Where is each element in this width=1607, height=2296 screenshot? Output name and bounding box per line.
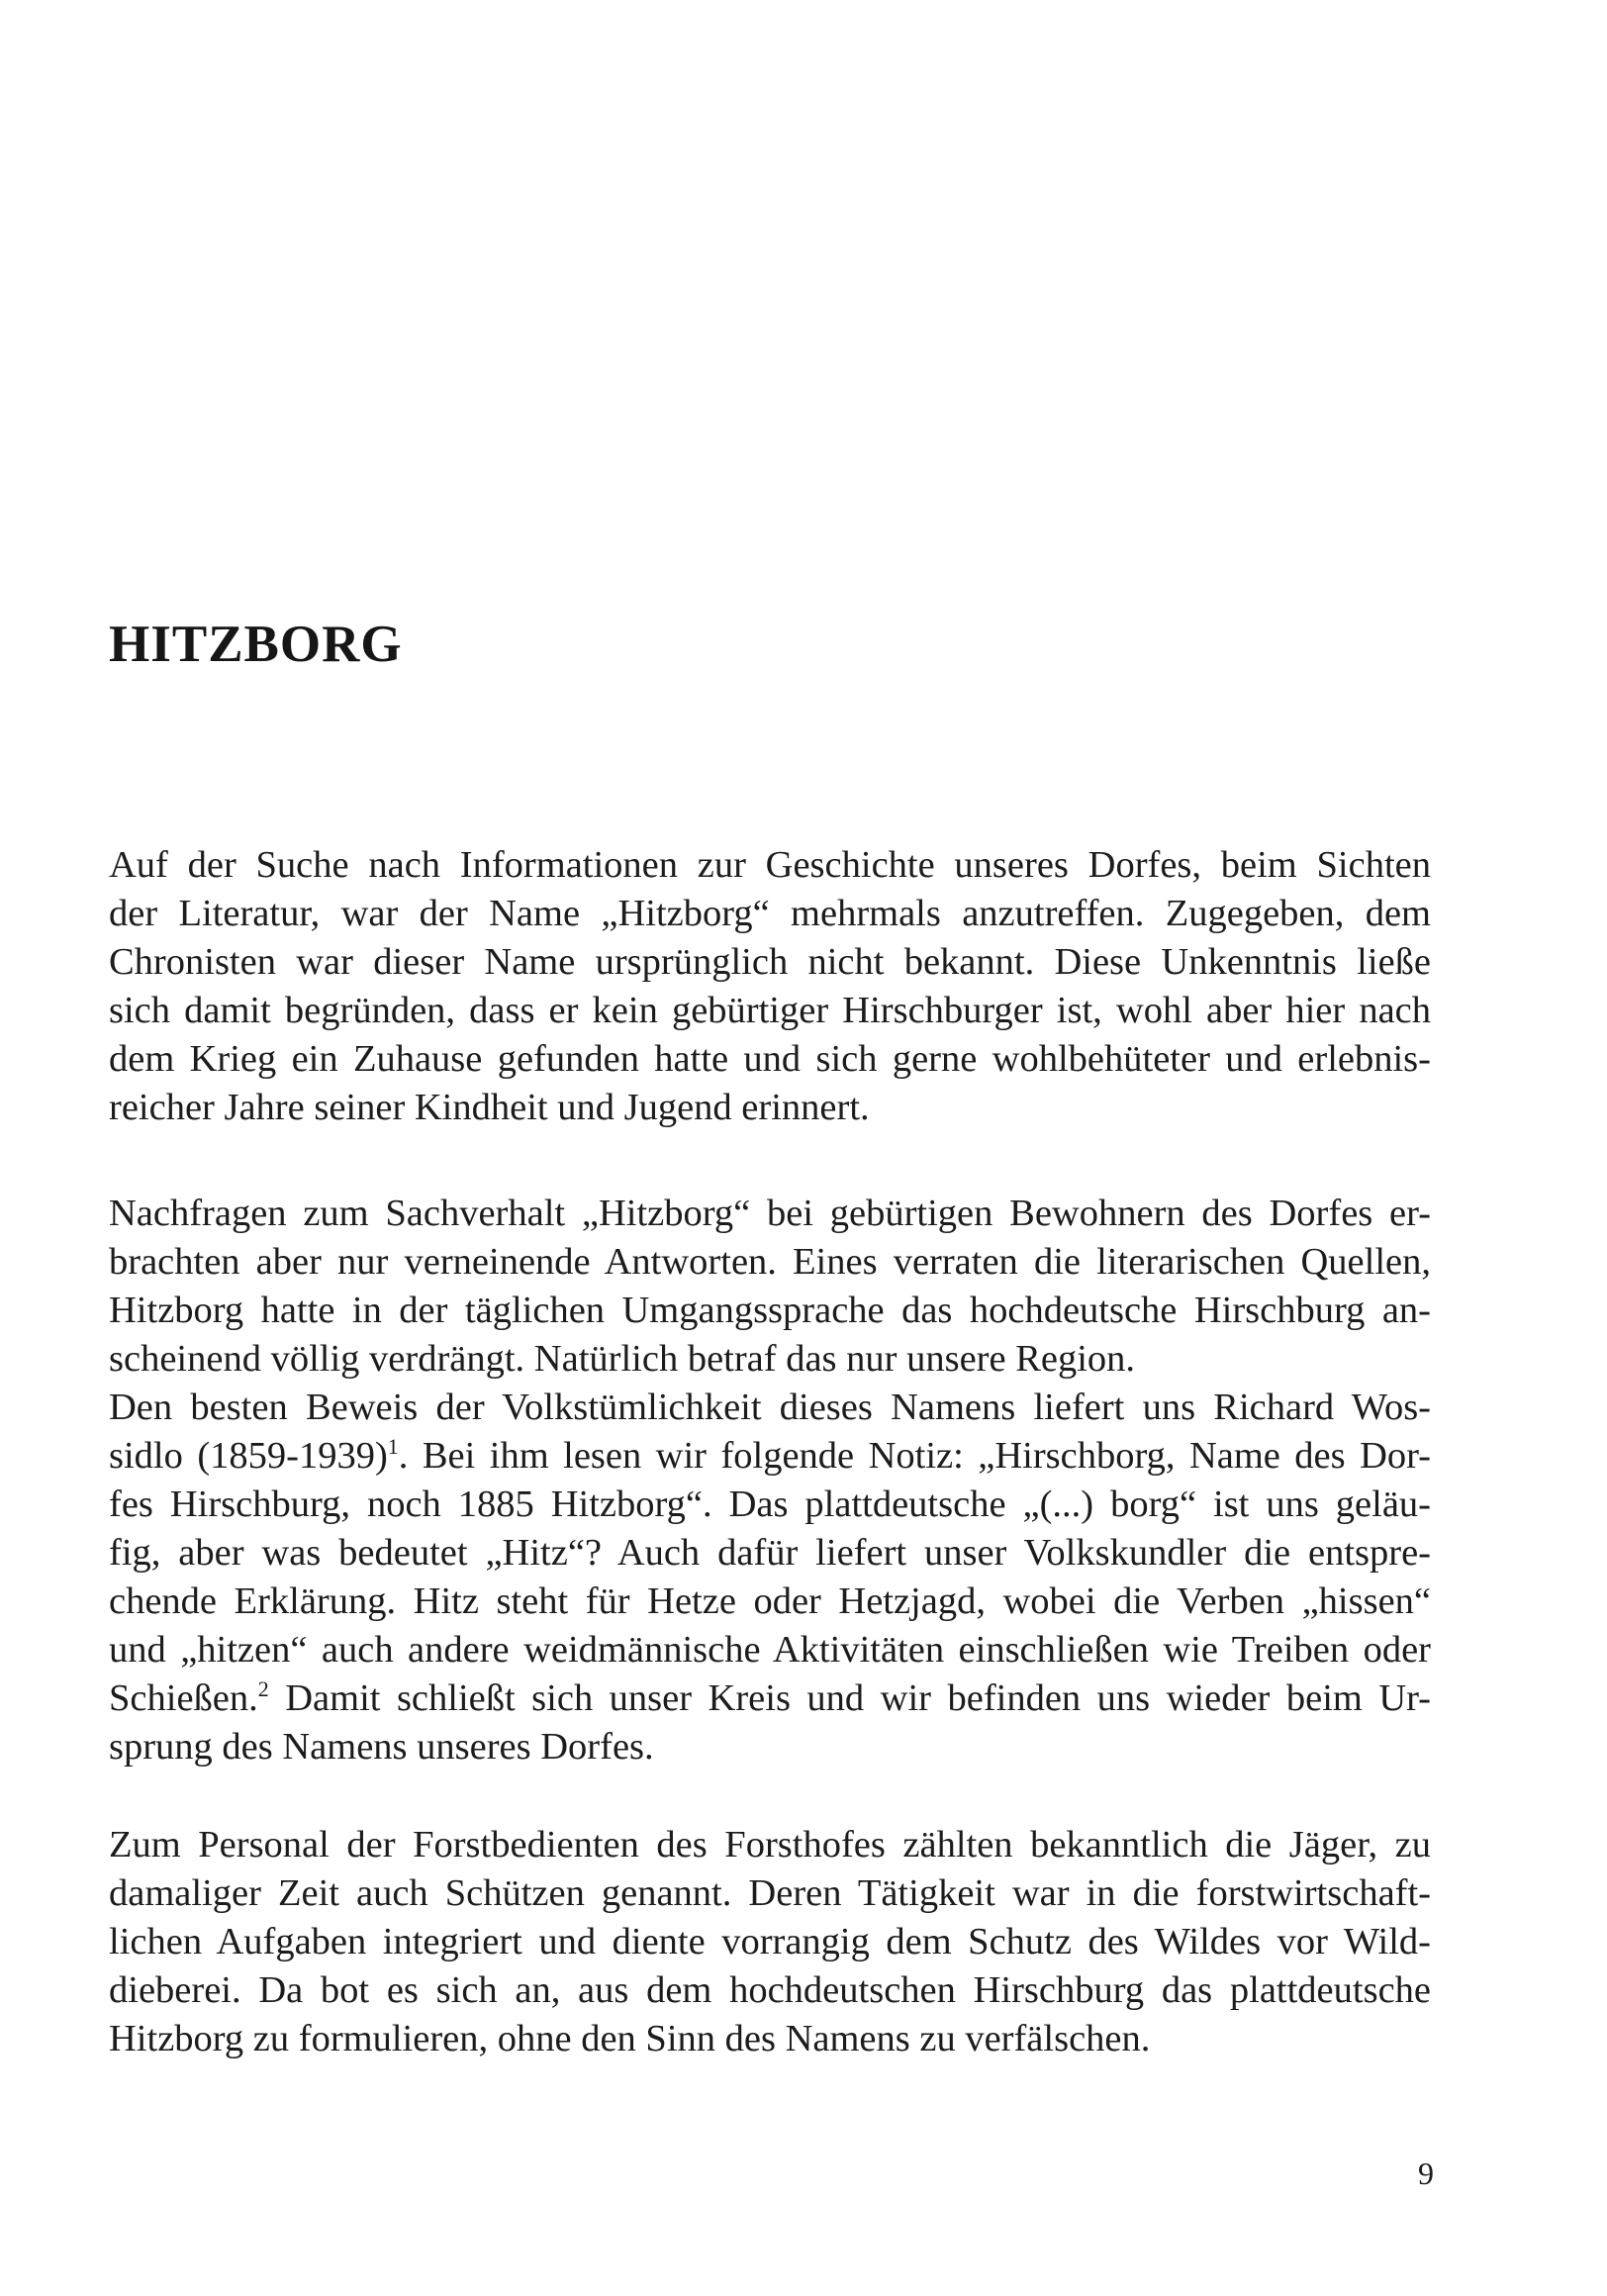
text-line: brachten aber nur verneinende Antworten. Eines verraten die literarischen Quellen, [109, 1241, 1431, 1283]
footnote-marker-1: 1 [387, 1434, 399, 1459]
text-line: Hitzborg hatte in der täglichen Umgangssprache das hochdeutsche Hirschburg an- [109, 1290, 1431, 1331]
text-line: damaliger Zeit auch Schützen genannt. Deren Tätigkeit war in die forstwirtschaft- [109, 1872, 1431, 1914]
text-line: fes Hirschburg, noch 1885 Hitzborg“. Das plattdeutsche „(...) borg“ ist uns geläu- [109, 1483, 1431, 1525]
text-line: dem Krieg ein Zuhause gefunden hatte und sich gerne wohlbehüteter und erlebnis- [109, 1038, 1431, 1080]
text-line: sprung des Namens unseres Dorfes. [109, 1726, 654, 1768]
footnote-marker-2: 2 [257, 1676, 269, 1701]
text-line: und „hitzen“ auch andere weidmännische Aktivitäten einschließen wie Treiben oder [109, 1629, 1431, 1671]
text-line: reicher Jahre seiner Kindheit und Jugend erinnert. [109, 1087, 870, 1128]
text-line: Nachfragen zum Sachverhalt „Hitzborg“ bei gebürtigen Bewohnern des Dorfes er- [109, 1193, 1431, 1234]
text-line [109, 1431, 1431, 1481]
text-line: der Literatur, war der Name „Hitzborg“ mehrmals anzutreffen. Zugegeben, dem [109, 893, 1431, 934]
text-line: Auf der Suche nach Informationen zur Geschichte unseres Dorfes, beim Sichten [109, 844, 1431, 886]
page-number: 9 [1418, 2155, 1434, 2191]
text-line: scheinend völlig verdrängt. Natürlich betraf das nur unsere Region. [109, 1338, 1136, 1380]
text-line: dieberei. Da bot es sich an, aus dem hochdeutschen Hirschburg das plattdeutsche [109, 1969, 1431, 2011]
text-segment: Damit schließt sich unser Kreis und wir befinden uns wieder beim Ur- [268, 1677, 1431, 1719]
text-line: Hitzborg zu formulieren, ohne den Sinn des Namens zu verfälschen. [109, 2018, 1151, 2059]
text-line: lichen Aufgaben integriert und diente vorrangig dem Schutz des Wildes vor Wild- [109, 1921, 1431, 1962]
text-line: chende Erklärung. Hitz steht für Hetze oder Hetzjagd, wobei die Verben „hissen“ [109, 1580, 1431, 1622]
text-segment: sidlo (1859-1939) [109, 1435, 388, 1477]
text-line [109, 1674, 1431, 1723]
page-title: HITZBORG [109, 615, 403, 673]
text-segment: Schießen. [109, 1677, 258, 1719]
text-line: Den besten Beweis der Volkstümlichkeit dieses Namens liefert uns Richard Wos- [109, 1387, 1431, 1428]
text-segment: . Bei ihm lesen wir folgende Notiz: „Hirschborg, Name des Dor- [398, 1435, 1432, 1477]
text-line: Zum Personal der Forstbedienten des Forsthofes zählten bekanntlich die Jäger, zu [109, 1824, 1431, 1866]
text-line: fig, aber was bedeutet „Hitz“? Auch dafür liefert unser Volkskundler die entspre- [109, 1532, 1431, 1574]
text-line: Chronisten war dieser Name ursprünglich nicht bekannt. Diese Unkenntnis ließe [109, 941, 1431, 983]
text-line: sich damit begründen, dass er kein gebürtiger Hirschburger ist, wohl aber hier nach [109, 990, 1431, 1031]
